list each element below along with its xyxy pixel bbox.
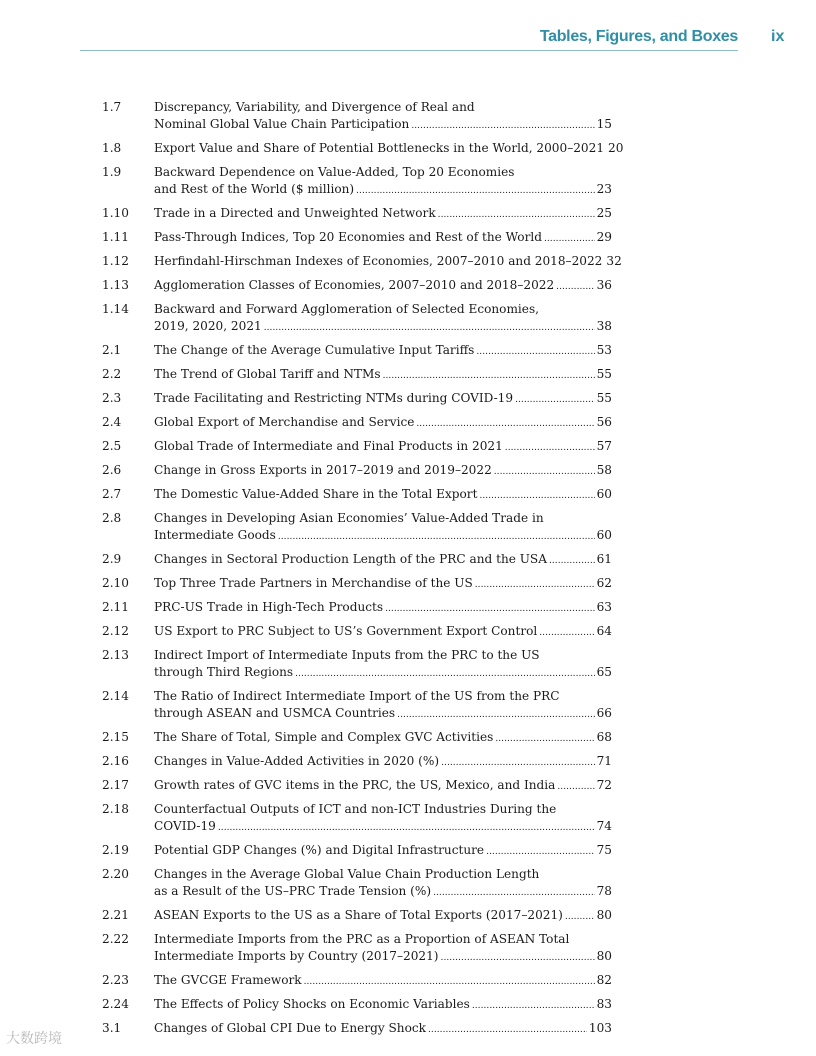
entry-title-last-line (154, 972, 612, 991)
entry-number: 2.20 (102, 867, 129, 881)
entry-body (154, 99, 612, 135)
entry-page-number[interactable]: 15 (596, 117, 612, 131)
entry-title-line: 2019, 2020, 2021 (154, 319, 262, 333)
entry-page-number[interactable]: 75 (596, 843, 612, 857)
entry-body (154, 1020, 612, 1039)
entry-body (154, 599, 612, 618)
entry-body (154, 777, 612, 796)
entry-title-line: The Trend of Global Tariff and NTMs (154, 367, 381, 381)
entry-title-line: and Rest of the World ($ million) (154, 182, 355, 196)
dot-leader (304, 972, 595, 991)
entry-title-line: Counterfactual Outputs of ICT and non-ICT Industries During the (154, 802, 557, 816)
dot-leader (475, 575, 595, 594)
entry-number: 2.12 (102, 624, 129, 638)
entry-page-number[interactable]: 78 (596, 884, 612, 898)
entry-number: 1.11 (102, 230, 129, 244)
entry-number: 2.4 (102, 415, 122, 429)
toc-entry[interactable] (102, 1020, 612, 1039)
entry-title-line: through Third Regions (154, 665, 294, 679)
toc-entry[interactable] (102, 972, 612, 991)
entry-title-last-line (154, 818, 612, 837)
entry-title-last-line (154, 318, 612, 337)
dot-leader (433, 883, 595, 902)
dot-leader (505, 438, 595, 457)
entry-title-line: PRC-US Trade in High-Tech Products (154, 600, 384, 614)
entry-page-number[interactable]: 20 (608, 141, 624, 155)
toc-entry[interactable] (102, 729, 612, 748)
entry-body (154, 996, 612, 1015)
entry-body (154, 462, 612, 481)
entry-page-number[interactable]: 68 (596, 730, 612, 744)
entry-body (154, 342, 612, 361)
entry-body (154, 510, 612, 546)
entry-number: 2.17 (102, 778, 129, 792)
dot-leader (479, 486, 594, 505)
entry-number: 2.19 (102, 843, 129, 857)
entry-page-number[interactable]: 55 (596, 367, 612, 381)
entry-title-line: Nominal Global Value Chain Participation (154, 117, 410, 131)
entry-body (154, 931, 612, 967)
entry-number: 2.2 (102, 367, 122, 381)
entry-title-line: through ASEAN and USMCA Countries (154, 706, 396, 720)
entry-body (154, 390, 612, 409)
entry-title-last-line (154, 705, 612, 724)
entry-title-line: Changes of Global CPI Due to Energy Shock (154, 1021, 426, 1035)
dot-leader (494, 462, 595, 481)
entry-body (154, 366, 612, 385)
entry-title-line: Backward and Forward Agglomeration of Selected Economies, (154, 302, 539, 316)
entry-number: 1.13 (102, 278, 129, 292)
entry-body (154, 688, 612, 724)
entry-number: 3.1 (102, 1021, 122, 1035)
entry-title-last-line (154, 729, 612, 748)
entry-number: 1.7 (102, 100, 122, 114)
entry-number: 2.11 (102, 600, 129, 614)
entry-number: 2.15 (102, 730, 129, 744)
dot-leader (416, 414, 594, 433)
entry-title-last-line (154, 575, 612, 594)
dot-leader (556, 277, 594, 296)
toc-entry[interactable] (102, 551, 612, 570)
dot-leader (411, 116, 594, 135)
entry-title-last-line (154, 623, 612, 642)
entry-page-number[interactable]: 74 (596, 819, 612, 833)
toc-entry[interactable] (102, 438, 612, 457)
entry-page-number[interactable]: 103 (588, 1021, 612, 1035)
entry-title-line: COVID-19 (154, 819, 216, 833)
running-header-title: Tables, Figures, and Boxes (539, 28, 738, 45)
entry-page-number[interactable]: 58 (596, 463, 612, 477)
entry-title-last-line (154, 551, 612, 570)
entry-title-last-line (154, 229, 612, 248)
entry-title-line: as a Result of the US–PRC Trade Tension (%) (154, 884, 432, 898)
toc-entry[interactable] (102, 414, 612, 433)
entry-page-number[interactable]: 72 (596, 778, 612, 792)
entry-number: 2.14 (102, 689, 129, 703)
dot-leader (295, 664, 594, 683)
dot-leader (476, 342, 594, 361)
entry-page-number[interactable]: 60 (596, 528, 612, 542)
entry-number: 2.7 (102, 487, 122, 501)
entry-body (154, 753, 612, 772)
entry-page-number[interactable]: 80 (596, 949, 612, 963)
toc-entry[interactable] (102, 486, 612, 505)
entry-title-line: The Change of the Average Cumulative Input Tariffs (154, 343, 475, 357)
entry-title-last-line (154, 996, 612, 1015)
entry-title-line: Changes in Developing Asian Economies’ Value-Added Trade in (154, 511, 544, 525)
entry-title-line: Change in Gross Exports in 2017–2019 and 2019–2022 (154, 463, 492, 477)
dot-leader (397, 705, 594, 724)
dot-leader (441, 948, 595, 967)
entry-number: 2.22 (102, 932, 129, 946)
entry-title-line: The Share of Total, Simple and Complex GVC Activities (154, 730, 494, 744)
entry-title-line: Trade Facilitating and Restricting NTMs during COVID-19 (154, 391, 514, 405)
entry-number: 2.16 (102, 754, 129, 768)
entry-title-last-line (154, 842, 612, 861)
toc-entry[interactable] (102, 688, 612, 724)
dot-leader (264, 318, 595, 337)
entry-title-line: Global Trade of Intermediate and Final Products in 2021 (154, 439, 503, 453)
entry-title-line: The GVCGE Framework (154, 973, 302, 987)
toc-entry[interactable] (102, 777, 612, 796)
entry-page-number[interactable]: 61 (596, 552, 612, 566)
watermark-logo: 大数跨境 (6, 1031, 62, 1047)
toc-entry[interactable] (102, 366, 612, 385)
toc-entry[interactable] (102, 801, 612, 837)
dot-leader (515, 390, 595, 409)
entry-number: 2.24 (102, 997, 129, 1011)
entry-number: 2.5 (102, 439, 122, 453)
list-of-figures (102, 99, 624, 1044)
entry-page-number[interactable]: 63 (596, 600, 612, 614)
toc-entry[interactable] (102, 342, 612, 361)
entry-title-last-line (154, 462, 612, 481)
entry-title-line: Export Value and Share of Potential Bottlenecks in the World, 2000–2021 (154, 141, 605, 155)
entry-body (154, 866, 612, 902)
entry-body (154, 551, 612, 570)
entry-body (154, 647, 612, 683)
entry-title-last-line (154, 1020, 612, 1039)
entry-number: 2.13 (102, 648, 129, 662)
entry-page-number[interactable]: 36 (596, 278, 612, 292)
dot-leader (356, 181, 594, 200)
entry-title-last-line (154, 181, 612, 200)
entry-title-last-line (154, 664, 612, 683)
entry-number: 1.14 (102, 302, 129, 316)
entry-number: 2.23 (102, 973, 129, 987)
entry-page-number[interactable]: 55 (596, 391, 612, 405)
dot-leader (495, 729, 594, 748)
entry-number: 2.8 (102, 511, 122, 525)
entry-page-number[interactable]: 38 (596, 319, 612, 333)
dot-leader (544, 229, 595, 248)
entry-title-last-line (154, 753, 612, 772)
toc-entry[interactable] (102, 842, 612, 861)
running-header-page-number: ix (771, 28, 785, 45)
entry-number: 1.9 (102, 165, 122, 179)
entry-page-number[interactable]: 66 (596, 706, 612, 720)
dot-leader (472, 996, 595, 1015)
entry-page-number[interactable]: 65 (596, 665, 612, 679)
dot-leader (565, 907, 595, 926)
entry-number: 1.10 (102, 206, 129, 220)
dot-leader (385, 599, 595, 618)
entry-title-line: Discrepancy, Variability, and Divergence of Real and (154, 100, 475, 114)
entry-body (154, 301, 612, 337)
dot-leader (428, 1020, 587, 1039)
toc-entry[interactable] (102, 996, 612, 1015)
toc-entry[interactable] (102, 575, 612, 594)
entry-title-line: The Domestic Value-Added Share in the Total Export (154, 487, 478, 501)
entry-title-last-line (154, 907, 612, 926)
dot-leader (383, 366, 595, 385)
entry-number: 2.10 (102, 576, 129, 590)
entry-page-number[interactable]: 83 (596, 997, 612, 1011)
entry-body (154, 277, 612, 296)
entry-number: 2.1 (102, 343, 122, 357)
toc-entry[interactable] (102, 753, 612, 772)
entry-title-line: The Effects of Policy Shocks on Economic Variables (154, 997, 470, 1011)
entry-title-line: Herfindahl-Hirschman Indexes of Economies, 2007–2010 and 2018–2022 (154, 254, 603, 268)
header-divider (80, 50, 738, 51)
entry-page-number[interactable]: 29 (596, 230, 612, 244)
entry-page-number[interactable]: 32 (606, 254, 622, 268)
entry-title-line: Top Three Trade Partners in Merchandise of the US (154, 576, 473, 590)
entry-title-last-line (154, 414, 612, 433)
entry-title-last-line (154, 438, 612, 457)
toc-entry[interactable] (102, 229, 612, 248)
entry-title-line: Intermediate Imports from the PRC as a Proportion of ASEAN Total (154, 932, 570, 946)
entry-title-line: Indirect Import of Intermediate Inputs from the PRC to the US (154, 648, 540, 662)
entry-title-line: ASEAN Exports to the US as a Share of Total Exports (2017–2021) (154, 908, 563, 922)
entry-title-line: Changes in Sectoral Production Length of the PRC and the USA (154, 552, 547, 566)
entry-body (154, 972, 612, 991)
entry-title-line: Intermediate Imports by Country (2017–2021) (154, 949, 439, 963)
toc-entry[interactable] (102, 277, 612, 296)
dot-leader (486, 842, 595, 861)
entry-number: 2.18 (102, 802, 129, 816)
entry-title-line: Global Export of Merchandise and Service (154, 415, 415, 429)
dot-leader (539, 623, 594, 642)
entry-body (154, 907, 612, 926)
entry-body (154, 414, 612, 433)
entry-title-last-line (154, 948, 612, 967)
toc-entry[interactable] (102, 599, 612, 618)
dot-leader (218, 818, 595, 837)
entry-body (154, 205, 612, 224)
entry-title-line: Agglomeration Classes of Economies, 2007–2010 and 2018–2022 (154, 278, 555, 292)
entry-title-last-line (154, 527, 612, 546)
entry-title-last-line (154, 277, 612, 296)
entry-body (154, 623, 612, 642)
entry-title-last-line (154, 883, 612, 902)
entry-number: 1.8 (102, 141, 122, 155)
entry-title-last-line (154, 599, 612, 618)
entry-body (154, 253, 622, 272)
toc-entry[interactable] (102, 647, 612, 683)
dot-leader (557, 777, 594, 796)
entry-title-last-line (154, 390, 612, 409)
entry-body (154, 729, 612, 748)
entry-page-number[interactable]: 23 (596, 182, 612, 196)
dot-leader (549, 551, 595, 570)
entry-title-line: Growth rates of GVC items in the PRC, the US, Mexico, and India (154, 778, 556, 792)
entry-title-last-line (154, 366, 612, 385)
entry-page-number[interactable]: 82 (596, 973, 612, 987)
entry-title-last-line (154, 777, 612, 796)
entry-page-number[interactable]: 62 (596, 576, 612, 590)
entry-number: 1.12 (102, 254, 129, 268)
entry-page-number[interactable]: 56 (596, 415, 612, 429)
entry-number: 2.3 (102, 391, 122, 405)
toc-entry[interactable] (102, 205, 612, 224)
entry-title-last-line (154, 205, 612, 224)
toc-entry[interactable] (102, 866, 612, 902)
entry-title-line: The Ratio of Indirect Intermediate Import of the US from the PRC (154, 689, 560, 703)
entry-title-line: US Export to PRC Subject to US’s Government Export Control (154, 624, 538, 638)
entry-title-line: Potential GDP Changes (%) and Digital Infrastructure (154, 843, 485, 857)
toc-entry[interactable] (102, 390, 612, 409)
entry-title-last-line (154, 342, 612, 361)
entry-page-number[interactable]: 64 (596, 624, 612, 638)
entry-number: 2.21 (102, 908, 129, 922)
toc-entry[interactable] (102, 510, 612, 546)
dot-leader (441, 753, 595, 772)
entry-title-last-line (154, 140, 624, 159)
toc-entry[interactable] (102, 164, 612, 200)
entry-title-last-line (154, 116, 612, 135)
entry-title-line: Changes in the Average Global Value Chain Production Length (154, 867, 540, 881)
toc-entry[interactable] (102, 462, 612, 481)
entry-number: 2.9 (102, 552, 122, 566)
dot-leader (438, 205, 595, 224)
entry-body (154, 486, 612, 505)
entry-body (154, 801, 612, 837)
entry-title-last-line (154, 253, 622, 272)
entry-page-number[interactable]: 60 (596, 487, 612, 501)
dot-leader (278, 527, 595, 546)
entry-title-line: Pass-Through Indices, Top 20 Economies and Rest of the World (154, 230, 542, 244)
toc-entry[interactable] (102, 140, 624, 159)
entry-body (154, 438, 612, 457)
entry-number: 2.6 (102, 463, 122, 477)
toc-entry[interactable] (102, 301, 612, 337)
toc-entry[interactable] (102, 931, 612, 967)
entry-page-number[interactable]: 25 (596, 206, 612, 220)
entry-body (154, 164, 612, 200)
entry-body (154, 575, 612, 594)
entry-page-number[interactable]: 53 (596, 343, 612, 357)
entry-page-number[interactable]: 57 (596, 439, 612, 453)
entry-body (154, 140, 624, 159)
entry-body (154, 842, 612, 861)
entry-title-line: Changes in Value-Added Activities in 2020 (%) (154, 754, 440, 768)
entry-title-line: Intermediate Goods (154, 528, 276, 542)
entry-page-number[interactable]: 80 (596, 908, 612, 922)
toc-entry[interactable] (102, 99, 612, 135)
toc-entry[interactable] (102, 623, 612, 642)
entry-title-last-line (154, 486, 612, 505)
entry-page-number[interactable]: 71 (596, 754, 612, 768)
entry-title-line: Trade in a Directed and Unweighted Network (154, 206, 436, 220)
entry-body (154, 229, 612, 248)
entry-title-line: Backward Dependence on Value-Added, Top 20 Economies (154, 165, 515, 179)
toc-entry[interactable] (102, 907, 612, 926)
toc-entry[interactable] (102, 253, 622, 272)
